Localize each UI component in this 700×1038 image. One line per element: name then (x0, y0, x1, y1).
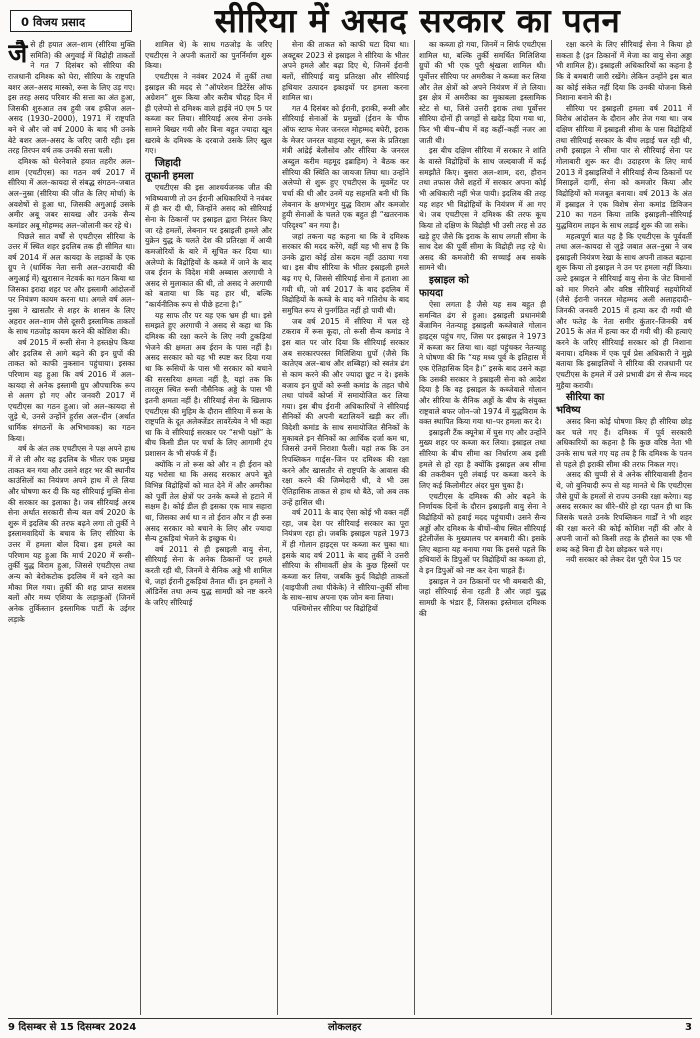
paragraph: वर्ष 2011 के बाद ऐसा कोई भी वक्त नहीं रहा, जब देश पर सीरियाई सरकार का पूरा नियंत्रण रहा हो। जबकि इस्राइल पहले 1973 में ही गोलान हाइट्स पर कब्जा कर चुका था। इसके बाद वर्ष 2011 के बाद तुर्की ने उत्तरी सीरिया के सीमावर्ती क्षेत्र के कुछ हिस्सों पर कब्जा कर लिया, जबकि कुर्द विद्रोही ताकतों (वाइपीजी तथा पीकेके) ने सीरिया–तुर्की सीमा के साथ–साथ अपना एक जोन बना लिया। (282, 508, 409, 603)
column-rule (551, 40, 552, 1015)
paragraph: एचटीएस ने नवंबर 2024 में तुर्की तथा इस्राइल की मदद से “ऑपरेशन डिटेरेंस ऑफ अग्रेशन” शुरू किया और करीब चौदह दिन में ही एलेप्पो से दमिश्क वाले हाईवे नं0 एम 5 पर कब्जा कर लिया। सीरियाई अरब सेना उनके सामने बिखर गयी और बिना बहुत ज्यादा खून खराबे के दमिश्क के दरवाजे उसके लिए खुल गए। (145, 71, 272, 156)
paragraph: पश्चिमोत्तर सीरिया पर विद्रोहियों (292, 603, 378, 613)
paragraph: एचटीएस की इस आश्चर्यजनक जीत की भविष्यवाणी तो उन ईरानी अधिकारियों ने नवंबर में ही कर दी थी, जिन्होंने असद को सीरियाई सेना के ठिकानों पर इस्राइल द्वारा निरंतर किए जा रहे हमलों, लेबनान पर इस्राइली हमले और युक्रेन युद्ध के चलते देश की प्रतिरक्षा में आयी कमजोरियों के बारे में सूचित कर दिया था। अलेप्पो के विद्रोहियों के कब्जे में जाने के बाद जब ईरान के विदेश मंत्री अब्बास अरगाची ने असद से मुलाकात की थी, तो असद ने अरगाची को बताया था कि यह हार थी, बल्कि “कार्यनीतिक रूप से पीछे हटना है।” (145, 183, 272, 310)
issue-date: 9 दिसम्बर से 15 दिसम्बर 2024 (8, 1022, 137, 1033)
column-2 (145, 40, 272, 1015)
paragraph: पिछले सात वर्षों से एचटीएस सीरिया के उत्तर में स्थित शहर इदलिब तक ही सीमित था। वर्ष 2014 में अल कायदा के लड़ाकों के एक ग्रुप ने (धार्मिक नेता सनी अल–उरायादी की अगुआई में) खुरासान नेटवर्क का गठन किया था जिसका इरादा शहर पर और इस्लामी आंदोलनों पर नियंत्रण कायम करना था। अगले वर्ष अल–नुस्रा ने खासतौर से शहर के शासन के लिए अहरार अल–शाम जैसे दूसरी इस्लामिक ताकतों के साथ गठजोड़ कायम करने की कोशिश की। (8, 231, 135, 337)
paragraph: इस्राइली टैंक क्यूनेत्रा में घुस गए और उन्होंने मुख्य शहर पर कब्जा कर लिया। इस्राइल तथा सीरिया के बीच सीमा का निर्धारण अब इसी हमले से हो रहा है क्योंकि इस्राइल अब सीमा की तकरीबन पूरी लंबाई पर कब्जा करने के लिए कई किलोमीटर अंदर घुस चुका है। (419, 427, 546, 490)
paragraph: शामिल थे) के साथ गठजोड़ के जरिए एचटीएस ने अपनी कतारों का पुनर्निर्माण शुरू किया। (145, 40, 272, 71)
paragraph: वर्ष के अंत तक एचटीएस ने पक्ष अपने हाथ में ले ली और यह इदलिब के भीतर एक प्रमुख ताकत बन गया और उसने शहर भर की स्थानीय काउंसिलों का नियंत्रण अपने हाथ में ले लिया और घोषणा कर दी कि यह सीरियाई मुक्ति सेना की सरकार का इलाका है। जब सीरियाई अरब सेना अर्थात सरकारी सैन्य बल वर्ष 2020 के शुरू में इदलिब की तरफ बढ़ने लगा तो तुर्की ने इस्लामवादियों के बचाव के लिए सीरिया के उत्तर में हमला बोल दिया। इस हमले का परिणाम यह हुआ कि मार्च 2020 में रूसी– तुर्की युद्ध विराम हुआ, जिससे एचटीएस तथा अन्य को बेरोकटोक इदलिब में बने रहने का मौका मिल गया। तुर्की की शह प्राप्त सशस्त्र बलों और मध्य एशिया के लड़ाकुओं (जिनमें अनेक तुर्किस्तान इस्लामिक पार्टी के उईगर लड़ाके (8, 444, 135, 624)
paragraph: ऐसा लगता है जैसे यह सब बहुत ही समन्वित ढंग से हुआ। इस्राइली प्रधानमंत्री बेंजामिन नेतन्याहू इस्राइली कब्जेवाले गोलान हाइट्स पहुंच गए, जिस पर इस्राइल ने 1973 में कब्जा कर लिया था। वहां पहुंचकर नेतन्याहू ने घोषणा की कि “यह मध्य पूर्व के इतिहास में एक ऐतिहासिक दिन है।” इसके बाद उसने कहा कि उसकी सरकार ने इस्राइली सेना को आदेश दिया है कि वह इस्राइल के कब्जेवाले गोलान और सीरिया के सैनिक अड्डों के बीच के संयुक्त राष्ट्रवाले बफर जोन–जो 1974 में युद्धविराम के वक्त स्थापित किया गया था–पर हमला कर दे। (419, 300, 546, 427)
section-heading: सीरिया का भविष्य (556, 392, 605, 417)
page-number: 3 (685, 1022, 692, 1033)
paragraph: जब वर्ष 2015 में सीरिया में चल रहे टकराव में रूस कूदा, तो रूसी सैन्य कमांड ने इस बात पर जोर दिया कि सीरियाई सरकार अब सरकारपरस्त मिलिशिया ग्रुपों (जैसे कि कातेएब अल–बाथ और शब्बिहा) को स्वतंत्र ढंग से काम करने की और ज्यादा छूट न दे। इसके बजाय इन ग्रुपों को रूसी कमांड के तहत चौथे तथा पांचवें कोर्प्स में समायोजित कर लिया गया। इस बीच ईरानी अधिकारियों ने सीरियाई सैनिकों की अपनी बटालियनें खड़ी कर लीं। विदेशी कमांड के साथ समायोजित सैनिकों के मुकाबले इन सैनिकों का आर्थिक दर्जा कम था, जिससे उनमें निराशा फैली। यहां तक कि उन रिपब्लिकन गार्ड्स–जिन पर दमिश्क की रक्षा करने और खासतौर से राष्ट्रपति के आवास की रक्षा करने की जिम्मेदारी थी, वे भी उस ऐतिहासिक ताकत से हाथ धो बैठे, जो अब तक उन्हें हासिल थी। (282, 316, 409, 507)
paragraph: गत 4 दिसंबर को ईरानी, इराकी, रूसी और सीरियाई सेनाओं के प्रमुखों (ईरान के चीफ ऑफ स्टाफ मेजर जनरल मोहम्मद बघेरी, इराक के मेजर जनरल याहया रसूल, रूस के प्रतिरक्षा मंत्री आंद्रेई बेलौसोव और सीरिया के जनरल अब्दुल करीम महमूद इब्राहिम) ने बैठक कर सीरिया की स्थिति का जायजा लिया था। उन्होंने अलेप्पो से शुरू हुए एचटीएस के मूवमेंट पर चर्चा की थी और उनमें यह सहमति बनी थी कि लेबनान के क्षणभंगुर युद्ध विराम और कमजोर हुयी सेनाओं के चलते एक बहुत ही “खतरनाक परिदृश्य” बन गया है। (282, 103, 409, 230)
article-columns (8, 40, 692, 1015)
section-heading: जिहादी तूफानी हमला (145, 158, 194, 183)
author-box: 0 विजय प्रसाद (10, 10, 132, 32)
paragraph: रक्षा करने के लिए सीरियाई सेना ने किया हो सकता है (इन ठिकानों में मेजा का वायु सेना अड्डा भी शामिल है)। इस्राइली अधिकारियों का कहना है कि वे बमबारी जारी रखेंगे। लेकिन उन्होंने इस बात का कोई संकेत नहीं दिया कि उनकी योजना किसे निशाना बनाने की है। (556, 40, 692, 103)
paragraph: वर्ष 2011 से ही इस्राइली वायु सेना, सीरियाई सेना के अनेक ठिकानों पर हमले करती रही थी, जिनमें वे सैनिक अड्डे भी शामिल थे, जहां ईरानी टुकड़ियां तैनात थीं। इन हमलों ने ऑडिनेंस तथा अन्य युद्ध सामग्री को नष्ट करने के जरिए सीरियाई (145, 544, 272, 608)
paragraph: इस बीच दक्षिण सीरिया में सरकार ने शांति के वास्ते विद्रोहियों के साथ जल्दबाजी में कई समझौते किए। बुसरा अल–शाम, दरा, हौरान तथा तफास जैसे शहरों में सरकार अपना कोई भी अधिकारी नहीं भेज पायी। इदलिब की तरह यह शहर भी विद्रोहियों के नियंत्रण में आ गए थे। जब एचटीएस ने दमिश्क की तरफ कूच किया तो दक्षिण के विद्रोही भी उसी तरह से उठ खड़े हुए जैसे कि इराक के साथ लगती सीमा के साथ देश की पूर्वी सीमा के विद्रोही लड़ रहे थे। असद की कमजोरी की सच्चाई अब सबके सामने थी। (419, 146, 546, 273)
paragraph: वर्ष 2015 में रूसी सेना ने हस्तक्षेप किया और इदलिब से आगे बढ़ने की इन ग्रुपों की ताकत को काफी नुकसान पहुंचाया। इसका परिणाम यह हुआ कि वर्ष 2016 में अल–कायदा से अनेक इस्लामी ग्रुप औपचारिक रूप से अलग हो गए और जनवरी 2017 में एचटीएस का गठन हुआ। जो अल–कायदा से जुड़े थे, उनसे उन्होंने हुर्रास अल–दीन (अर्थात धार्मिक संगठनों के अभिभावक) का गठन किया। (8, 337, 135, 443)
headline: सीरिया में असद सरकार का पतन (214, 1, 621, 40)
column-rule (414, 40, 415, 1015)
column-3 (282, 40, 409, 1015)
paragraph: एचटीएस के दमिश्क की ओर बढ़ने के निर्णायक दिनों के दौरान इस्राइली वायु सेना ने विद्रोहियों को हवाई मदद पहुंचायी। उसने सैन्य अड्डों और दमिश्क के बीचों–बीच स्थित सीरियाई इंटेलीजेंस के मुख्यालय पर बमबारी की। इसके लिए बहाना यह बनाया गया कि इससे पहले कि हथियारों के डिपुओं पर विद्रोहियों का कब्जा हो, वे इन डिपुओं को नष्ट कर देना चाहते हैं। (419, 491, 546, 576)
column-5 (556, 40, 692, 1015)
column-1 (8, 40, 135, 1015)
paragraph: महत्वपूर्ण बात यह है कि एचटीएस के पूर्ववर्ती तथा अल–कायदा से जुड़े जबात अल–नुस्रा ने जब इस्राइली नियंत्रण रेखा के साथ अपनी ताकत बढ़ाना शुरू किया तो इस्राइल ने उन पर हमला नहीं किया। उल्टे इस्राइल ने सीरियाई वायु सेना के जेट विमानों को मार गिराने और वरिष्ठ सीरियाई सहयोगियों (जैसे ईरानी जनरल मोहम्मद अली अलाहदादी–जिनकी जनवरी 2015 में हत्या कर दी गयी थी और फतेह के नेता समीर कुंतार–जिनकी वर्ष 2015 के अंत में हत्या कर दी गयी थी) की हत्याएं करने के जरिए सीरियाई सरकार को ही निशाना बनाया। दमिश्क में एक पूर्व प्रेस अधिकारी ने मुझे बताया कि इस्राइलियों ने सीरिया की राजधानी पर एचटीएस के हमले में उसे प्रभावी ढंग से सैन्य मदद मुहैया करायी। (556, 231, 692, 390)
paragraph: सीरिया पर इस्राइली हमला वर्ष 2011 में विरोध आंदोलन के दौरान और तेज गया था। जब दक्षिण सीरिया में इस्राइली सीमा के पास विद्रोहियों तथा सीरियाई सरकार के बीच लड़ाई चल रही थी, तभी इस्राइल ने सीमा पार से सीरियाई सेना पर गोलाबारी शुरू कर दी। उदाहरण के लिए मार्च 2013 में इस्राइलियों ने सीरियाई सैन्य ठिकानों पर मिसाइलें दागीं, सेना को कमजोर किया और विद्रोहियों को मजबूत बनाया। वर्ष 2013 के अंत में इस्राइल ने एक विशेष सेना कमांड डिविजन 210 का गठन किया ताकि इस्राइली–सीरियाई युद्धविराम लाइन के साथ लड़ाई शुरू की जा सके। (556, 103, 692, 230)
paragraph: सेना की ताकत को काफी घटा दिया था। अक्टूबर 2023 से इस्राइल ने सीरिया के भीतर अपने हमले और बढ़ा दिए थे, जिनमें ईरानी बलों, सीरियाई वायु प्रतिरक्षा और सीरियाई हथियार उत्पादन इकाइयों पर हमला करना शामिल था। (282, 40, 409, 103)
paragraph: नयी सरकार को लेकर देश पूरी पेज 15 पर (566, 555, 682, 565)
paragraph: असद की चुप्पी से वे अनेक सीरियावासी हैरान थे, जो बुनियादी रूप से यह मानते थे कि एचटीएस जैसे ग्रुपों के हमलों से राज्य उनकी रक्षा करेगा। यह असद सरकार का धीरे–धीरे हो रहा पतन ही था कि जिसके चलते उनके रिपब्लिकन गार्डों ने भी शहर की रक्षा करने की कोई कोशिश नहीं की और वे अपनी जानों को किसी तरह के हौसले का एक भी शब्द कहे बिना ही देश छोड़कर चले गए। (556, 470, 692, 554)
paragraph: इस्राइल ने उन ठिकानों पर भी बमबारी की, जहां सीरियाई सेना रहती है और जहां युद्ध सामग्री के भंडार हैं, जिसका इस्तेमाल दमिश्क की (419, 576, 546, 618)
paragraph: से ही हयात अल–शाम (सीरिया मुक्ति समिति) की अगुवाई में विद्रोही ताकतों ने गत 7 दिसंबर को सीरिया की राजधानी दमिश्क को घेरा, सीरिया के राष्ट्रपति बशर अल–असद मास्को, रूस के लिए उड़ गए। इस तरह असद परिवार की सत्ता का अंत हुआ, जिसकी शुरुआत तब हुयी जब हफीज अल–असद (1930–2000), 1971 में राष्ट्रपति बने थे और जो वर्ष 2000 के बाद भी उनके बेटे बशर अल–असद के जरिए जारी रही। इस तरह तिरपन वर्ष तक उनकी सत्ता चली। (8, 40, 135, 156)
page-footer (8, 1018, 692, 1035)
paragraph: क्योंकि न तो रूस को और न ही ईरान को यह भरोसा था कि असद सरकार अपने बूते विभिन्न विद्रोहियों को मात देने में और अमरीका को पूर्वी तेल क्षेत्रों पर उनके कब्जे से हटाने में सक्षम है। कोई डील ही इसका एक मात्र सहारा था, जिसका अर्थ था न तो ईरान और न ही रूस असद सरकार को बचाने के लिए और ज्यादा सैन्य टुकड़ियां भेजने के इच्छुक थे। (145, 459, 272, 544)
column-4 (419, 40, 546, 1015)
paragraph: असद बिना कोई घोषणा किए ही सीरिया छोड़ कर चले गए हैं। दमिश्क में पूर्व सरकारी अधिकारियों का कहना है कि कुछ वरिष्ठ नेता भी उनके साथ चले गए यह तय है कि दमिश्क के पतन से पहले ही इराकी सीमा की तरफ निकल गए। (556, 417, 692, 469)
drop-cap: जै (8, 40, 28, 69)
section-heading: इस्राइल को फायदा (419, 275, 469, 300)
column-rule (140, 40, 141, 1015)
paragraph: जहां तकना यह कहना था कि वे दमिश्क सरकार की मदद करेंगे, वहीं यह भी सच है कि उनके द्वारा कोई ठोस कदम नहीं उठाया गया था। इस बीच सीरिया के भीतर इस्राइली हमले बढ़ गए थे, जिससे सीरियाई सेना में हताशा आ गयी थी, जो वर्ष 2017 के बाद इदलिब में विद्रोहियों के कब्जे के बाद बने गतिरोध के बाद समुचित रूप से पुनर्गठित नहीं हो पायी थी। (282, 231, 409, 316)
publication-name: लोकलहर (328, 1022, 362, 1033)
column-rule (277, 40, 278, 1015)
paragraph: दमिश्क को घेरनेवाले हयात तहरीर अल–शाम (एचटीएस) का गठन वर्ष 2017 में सीरिया में अल–कायदा से संबद्ध संगठन–जबात अल–नुस्रा (सीरिया की जीत के लिए मोर्चा) के अवशेषों से हुआ था, जिसकी अगुआई उसके अमीर अबू जबर सायख और उनके सैन्य कमांडर अबू मोहम्मद अल–जोलानी कर रहे थे। (8, 157, 135, 230)
paragraph: का कब्जा हो गया, जिनमें न सिर्फ एचटीएस शामिल था, बल्कि तुर्की समर्थित मिलिशिया ग्रुपों की भी एक पूरी श्रृंखला शामिल थी। पूर्वोत्तर सीरिया पर अमरीका ने कब्जा कर लिया और तेल क्षेत्रों को अपने नियंत्रण में ले लिया। इस क्षेत्र में अमरीका का मुकाबला इस्लामिक स्टेट से था, जिसे उत्तरी इराक तथा पूर्वोत्तर सीरिया दोनों ही जगहों से खदेड़ दिया गया था, फिर भी बीच–बीच में वह कहीं–कहीं नजर आ जाती थी। (419, 40, 546, 145)
paragraph: यह साफ तौर पर यह एक भ्रम ही था। इसे समझते हुए अरगाची ने असद से कहा था कि दमिश्क की रक्षा करने के लिए नयी टुकड़ियां भेजने की क्षमता अब ईरान के पास नहीं है। असद सरकार को यह भी स्पष्ट कर दिया गया था कि रूसियों के पास भी सरकार को बचाने की सरसरिया क्षमता नहीं है, यहां तक कि तारतूस स्थित रूसी नौसैनिक अड्डे के पास भी इतनी क्षमता नहीं है। सीरियाई सेना के खिलाफ एचटीएस की मुहिम के दौरान सीरिया में रूस के राष्ट्रपति के दूत अलेक्जेंडर लावरेंत्येव ने भी कहा था कि वे सीरियाई सरकार पर “सभी पक्षों” के बीच किसी डील पर चर्चा के लिए आगामी ट्रंप प्रशासन के भी संपर्क में हैं। (145, 310, 272, 459)
